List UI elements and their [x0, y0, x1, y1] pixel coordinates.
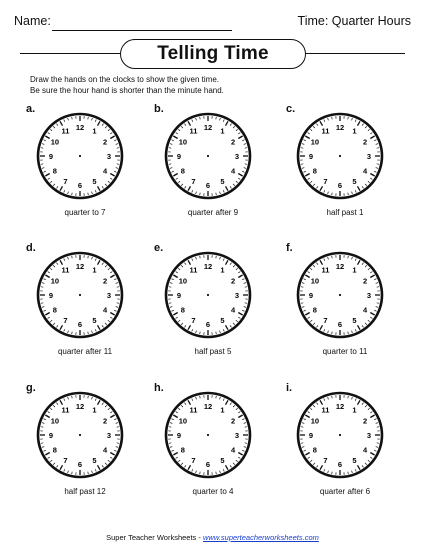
clock-numeral: 9 [308, 290, 314, 300]
clock-numeral: 10 [178, 276, 188, 286]
clock-numeral: 1 [92, 265, 97, 275]
clock-numeral: 10 [310, 137, 320, 147]
clock-center-dot [207, 294, 209, 296]
clock-numeral: 8 [180, 445, 185, 455]
clock-letter: c. [286, 103, 296, 115]
clock-numeral: 12 [75, 122, 85, 132]
instructions [30, 75, 224, 96]
clock-caption: half past 5 [194, 347, 232, 356]
clock-numeral: 10 [50, 276, 60, 286]
clock-center-dot [339, 294, 341, 296]
name-answer-line[interactable] [52, 30, 232, 31]
clock-letter: d. [26, 242, 36, 254]
clock-face[interactable] [158, 385, 258, 485]
clock-numeral: 2 [363, 416, 368, 426]
clock-numeral: 9 [176, 430, 182, 440]
clock-numeral: 5 [92, 176, 97, 186]
clock-numeral: 6 [205, 180, 211, 190]
clock-numeral: 8 [52, 445, 57, 455]
clock-item [286, 103, 400, 241]
clock-numeral: 5 [220, 315, 225, 325]
clock-numeral: 9 [176, 290, 182, 300]
clock-numeral: 12 [335, 122, 345, 132]
clock-numeral: 11 [61, 265, 70, 275]
clock-item [26, 242, 140, 380]
clock-letter: g. [26, 382, 36, 394]
clock-numeral: 7 [191, 455, 196, 465]
clock-face[interactable] [30, 385, 130, 485]
clock-numeral: 4 [231, 305, 236, 315]
clock-numeral: 11 [61, 405, 70, 415]
page-title: Telling Time [157, 43, 269, 64]
clock-numeral: 9 [48, 151, 54, 161]
clock-caption: half past 12 [64, 487, 106, 496]
clock-numeral: 9 [308, 430, 314, 440]
clock-numeral: 6 [337, 180, 343, 190]
clock-numeral: 3 [106, 151, 112, 161]
clock-item [154, 382, 268, 520]
clock-numeral: 8 [312, 445, 317, 455]
clock-numeral: 12 [75, 401, 85, 411]
clock-numeral: 6 [77, 319, 83, 329]
clock-numeral: 2 [103, 276, 108, 286]
clock-numeral: 1 [352, 405, 357, 415]
clock-numeral: 12 [203, 401, 213, 411]
clock-letter: i. [286, 382, 293, 394]
clock-letter: f. [286, 242, 293, 254]
clock-numeral: 4 [231, 166, 236, 176]
clock-item [154, 103, 268, 241]
clock-item [286, 382, 400, 520]
clock-numeral: 5 [92, 315, 97, 325]
clock-numeral: 4 [231, 445, 236, 455]
clock-numeral: 1 [220, 126, 225, 136]
clock-numeral: 4 [103, 305, 108, 315]
clock-numeral: 12 [335, 401, 345, 411]
clock-numeral: 9 [48, 430, 54, 440]
clock-numeral: 3 [106, 290, 112, 300]
clock-numeral: 7 [63, 455, 68, 465]
clock-numeral: 7 [323, 315, 328, 325]
clock-numeral: 5 [220, 176, 225, 186]
clock-letter: b. [154, 103, 164, 115]
clock-letter: h. [154, 382, 164, 394]
clock-numeral: 3 [366, 151, 372, 161]
footer-url-link[interactable]: www.superteacherworksheets.com [202, 533, 319, 542]
instruction-line: Draw the hands on the clocks to show the given time. [30, 75, 219, 84]
clock-numeral: 6 [205, 319, 211, 329]
instruction-line: Be sure the hour hand is shorter than the minute hand. [30, 85, 224, 95]
clock-numeral: 12 [203, 122, 213, 132]
clock-caption: quarter after 9 [187, 208, 239, 217]
clock-numeral: 11 [61, 126, 70, 136]
clock-letter: e. [154, 242, 164, 254]
clock-numeral: 7 [191, 315, 196, 325]
clock-numeral: 9 [176, 151, 182, 161]
clock-numeral: 2 [103, 137, 108, 147]
clock-center-dot [339, 155, 341, 157]
clock-numeral: 5 [352, 176, 357, 186]
clock-caption: half past 1 [326, 208, 364, 217]
clock-center-dot [79, 155, 81, 157]
clock-numeral: 5 [352, 315, 357, 325]
clock-numeral: 2 [231, 137, 236, 147]
clock-face[interactable] [158, 106, 258, 206]
clock-numeral: 10 [178, 137, 188, 147]
clock-numeral: 7 [323, 455, 328, 465]
clock-numeral: 1 [92, 405, 97, 415]
clock-numeral: 11 [321, 405, 330, 415]
clock-caption: quarter after 11 [57, 347, 113, 356]
clock-numeral: 10 [310, 416, 320, 426]
clock-face[interactable] [290, 245, 390, 345]
clock-numeral: 2 [231, 276, 236, 286]
clock-caption: quarter to 7 [64, 208, 106, 217]
clock-numeral: 6 [337, 319, 343, 329]
clock-numeral: 3 [234, 290, 240, 300]
clock-numeral: 10 [178, 416, 188, 426]
clock-numeral: 4 [363, 445, 368, 455]
clock-numeral: 8 [52, 166, 57, 176]
clock-numeral: 11 [321, 126, 330, 136]
clock-numeral: 12 [203, 261, 213, 271]
clock-numeral: 11 [189, 265, 198, 275]
clock-numeral: 6 [205, 459, 211, 469]
clock-numeral: 5 [92, 455, 97, 465]
clock-numeral: 7 [63, 176, 68, 186]
clock-center-dot [79, 294, 81, 296]
worksheet-topic: Time: Quarter Hours [297, 14, 411, 28]
clock-numeral: 4 [363, 166, 368, 176]
clock-numeral: 6 [337, 459, 343, 469]
clock-numeral: 11 [189, 126, 198, 136]
footer [0, 533, 425, 542]
clock-numeral: 1 [352, 265, 357, 275]
clock-numeral: 10 [310, 276, 320, 286]
clock-item [286, 242, 400, 380]
clock-face[interactable] [290, 106, 390, 206]
name-label: Name: [14, 14, 51, 28]
clock-caption: quarter to 11 [322, 347, 368, 356]
clock-numeral: 5 [220, 455, 225, 465]
clock-numeral: 11 [321, 265, 330, 275]
clock-face[interactable] [158, 245, 258, 345]
clock-center-dot [339, 434, 341, 436]
clock-numeral: 7 [323, 176, 328, 186]
clock-numeral: 10 [50, 416, 60, 426]
clock-numeral: 1 [220, 265, 225, 275]
clock-item [154, 242, 268, 380]
clock-numeral: 4 [363, 305, 368, 315]
clock-numeral: 4 [103, 445, 108, 455]
clock-numeral: 3 [234, 430, 240, 440]
clock-numeral: 3 [366, 290, 372, 300]
clock-caption: quarter to 4 [192, 487, 234, 496]
clock-numeral: 8 [180, 305, 185, 315]
clock-caption: quarter after 6 [319, 487, 371, 496]
clock-numeral: 3 [106, 430, 112, 440]
clock-numeral: 6 [77, 459, 83, 469]
clock-numeral: 8 [312, 166, 317, 176]
clock-numeral: 2 [103, 416, 108, 426]
clock-numeral: 8 [180, 166, 185, 176]
clock-numeral: 1 [352, 126, 357, 136]
clock-numeral: 2 [363, 276, 368, 286]
title-banner [120, 39, 306, 69]
clock-numeral: 8 [312, 305, 317, 315]
clock-numeral: 9 [48, 290, 54, 300]
clock-center-dot [79, 434, 81, 436]
clock-numeral: 3 [366, 430, 372, 440]
clock-numeral: 10 [50, 137, 60, 147]
clock-item [26, 382, 140, 520]
clock-face[interactable] [290, 385, 390, 485]
clock-numeral: 2 [363, 137, 368, 147]
clock-numeral: 11 [189, 405, 198, 415]
clock-numeral: 1 [92, 126, 97, 136]
clock-face[interactable] [30, 245, 130, 345]
clock-letter: a. [26, 103, 36, 115]
clock-numeral: 12 [75, 261, 85, 271]
clock-numeral: 2 [231, 416, 236, 426]
clock-center-dot [207, 155, 209, 157]
clock-item [26, 103, 140, 241]
clock-numeral: 8 [52, 305, 57, 315]
clock-face[interactable] [30, 106, 130, 206]
clock-numeral: 3 [234, 151, 240, 161]
clock-numeral: 5 [352, 455, 357, 465]
clock-numeral: 7 [63, 315, 68, 325]
clock-center-dot [207, 434, 209, 436]
footer-brand: Super Teacher Worksheets - [106, 533, 203, 542]
clock-numeral: 12 [335, 261, 345, 271]
clock-numeral: 1 [220, 405, 225, 415]
clock-numeral: 7 [191, 176, 196, 186]
clock-numeral: 4 [103, 166, 108, 176]
clock-numeral: 6 [77, 180, 83, 190]
clock-numeral: 9 [308, 151, 314, 161]
